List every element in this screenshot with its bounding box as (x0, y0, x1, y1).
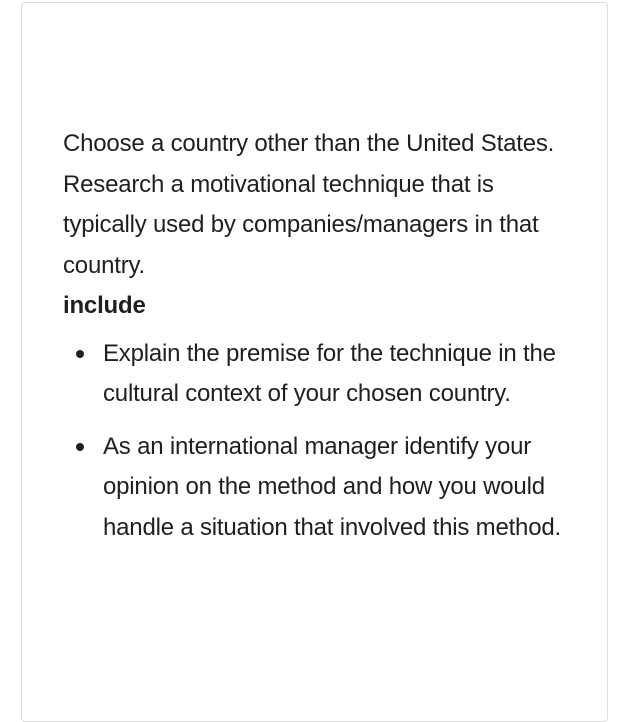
question-body (63, 124, 583, 560)
question-intro: Choose a country other than the United States. Research a motivational technique that is typically used by companies/managers in that country. (63, 130, 555, 279)
list-item (63, 427, 583, 549)
include-label: include (63, 292, 146, 319)
bullet-icon (76, 350, 84, 358)
list-item (63, 334, 583, 415)
requirements-list (63, 334, 583, 549)
bullet-icon (76, 443, 84, 451)
list-item-text: Explain the premise for the technique in the cultural context of your chosen country. (103, 339, 556, 407)
list-item-text: As an international manager identify your opinion on the method and how you would handle a situation that involved this method. (103, 432, 561, 541)
